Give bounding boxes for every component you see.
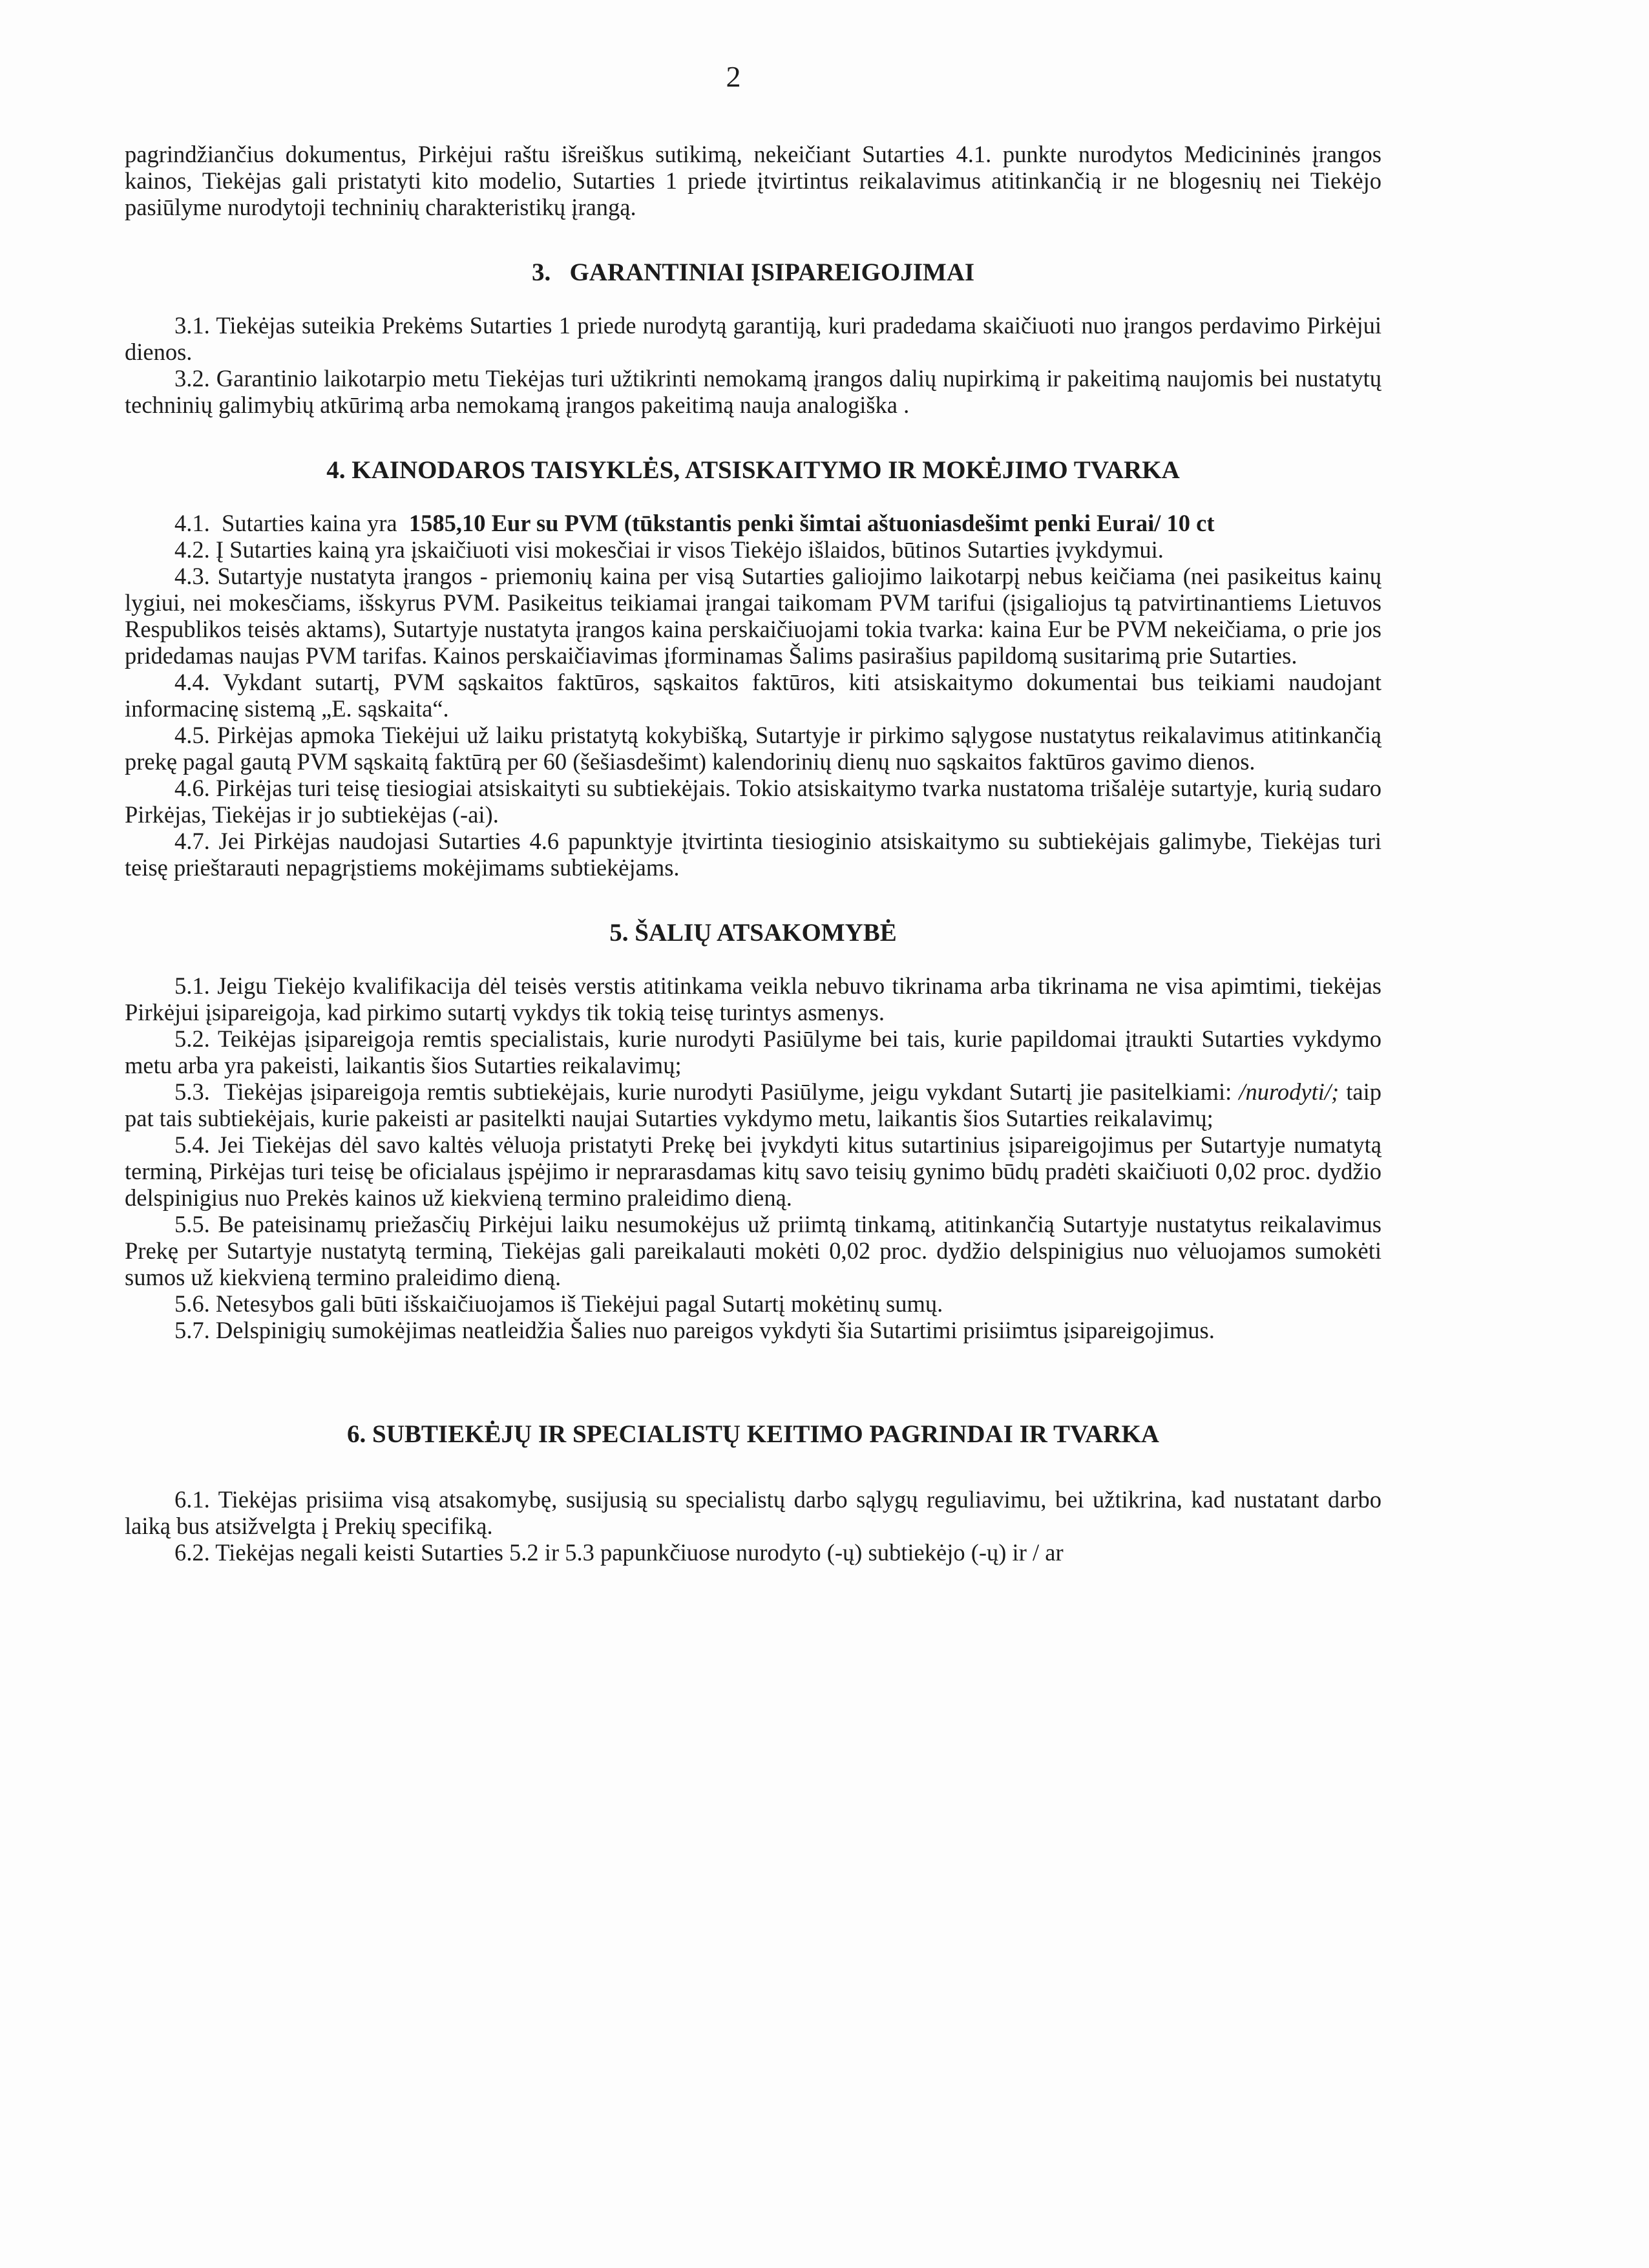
clause-5-3-text-a: 5.3. Tiekėjas įsipareigoja remtis subtiekėjais, kurie nurodyti Pasiūlyme, jeigu vykdant Sutartį jie pasitelkiami: (174, 1078, 1239, 1105)
clause-5-1: 5.1. Jeigu Tiekėjo kvalifikacija dėl teisės verstis atitinkama veikla nebuvo tikrinama arba tikrinama ne visa apimtimi, tiekėjas Pirkėjui įsipareigoja, kad pirkimo sutartį vykdys tik tokią teisę turintys asmenys. (125, 972, 1381, 1025)
clause-6-2: 6.2. Tiekėjas negali keisti Sutarties 5.2 ir 5.3 papunkčiuose nurodyto (-ų) subtiekėjo (-ų) ir / ar (174, 1539, 1064, 1566)
contract-price: 1585,10 Eur su PVM (tūkstantis penki šimtai aštuoniasdešimt penki Eurai/ 10 ct (408, 510, 1215, 536)
clause-5-3-text-b: taip pat tais subtiekėjais, kurie pakeisti ar pasitelkti naujai Sutarties vykdymo metu, laikantis šios Sutarties reikalavimų; (125, 1078, 1388, 1131)
clause-5-3-placeholder: /nurodyti/; (1239, 1078, 1339, 1105)
clause-5-7: 5.7. Delspinigių sumokėjimas neatleidžia Šalies nuo pareigos vykdyti šia Sutartimi prisiimtus įsipareigojimus. (174, 1317, 1215, 1343)
clause-5-5: 5.5. Be pateisinamų priežasčių Pirkėjui laiku nesumokėjus už priimtą tinkamą, atitinkančią Sutartyje nustatytus reikalavimus Prekę per Sutartyje nustatytą terminą, Tiekėjas gali pareikalauti mokėti 0,02 proc. dydžio delspinigius nuo vėluojamos sumokėti sumos už kiekvieną termino praleidimo dieną. (125, 1211, 1381, 1290)
section-6-heading: 6. SUBTIEKĖJŲ IR SPECIALISTŲ KEITIMO PAGRINDAI IR TVARKA (347, 1420, 1159, 1448)
spacer (125, 881, 1381, 919)
clause-5-3 (125, 1078, 1388, 1131)
clause-5-4: 5.4. Jei Tiekėjas dėl savo kaltės vėluoja pristatyti Prekę bei įvykdyti kitus sutartinius įsipareigojimus per Sutartyje numatytą terminą, Pirkėjas turi teisę be oficialaus įspėjimo ir neprarasdamas kitų savo teisių gynimo būdų pradėti skaičiuoti 0,02 proc. dydžio delspinigius nuo Prekės kainos už kiekvieną termino praleidimo dieną. (125, 1131, 1381, 1211)
clause-4-3: 4.3. Sutartyje nustatyta įrangos - priemonių kaina per visą Sutarties galiojimo laikotarpį nebus keičiama (nei pasikeitus kainų lygiui, nei mokesčiams, išskyrus PVM. Pasikeitus teikiamai įrangai taikomam PVM tarifui (įsigaliojus tą patvirtinantiems Lietuvos Respublikos teisės aktams), Sutartyje nustatyta įrangos kaina perskaičiuojami tokia tvarka: kaina Eur be PVM nekeičiama, o prie jos pridedamas naujas PVM tarifas. Kainos perskaičiavimas įforminamas Šalims pasirašius papildomą susitarimą prie Sutarties. (125, 563, 1381, 669)
section-3-heading: 3. GARANTINIAI ĮSIPAREIGOJIMAI (531, 258, 975, 286)
document-body (125, 141, 1388, 1566)
clause-4-7: 4.7. Jei Pirkėjas naudojasi Sutarties 4.6 papunktyje įtvirtinta tiesioginio atsiskaitymo su subtiekėjais galimybe, Tiekėjas turi teisę prieštarauti nepagrįstiems mokėjimams subtiekėjams. (125, 828, 1381, 881)
clause-5-2: 5.2. Teikėjas įsipareigoja remtis specialistais, kurie nurodyti Pasiūlyme bei tais, kurie papildomai įtraukti Sutarties vykdymo metu arba yra pakeisti, laikantis šios Sutarties reikalavimų; (125, 1025, 1381, 1078)
spacer (125, 220, 1381, 259)
clause-3-1: 3.1. Tiekėjas suteikia Prekėms Sutarties 1 priede nurodytą garantiją, kuri pradedama skaičiuoti nuo įrangos perdavimo Pirkėjui dienos. (125, 312, 1381, 365)
spacer (125, 1447, 1381, 1486)
section-4-heading: 4. KAINODAROS TAISYKLĖS, ATSISKAITYMO IR MOKĖJIMO TVARKA (326, 456, 1180, 484)
section-5-heading: 5. ŠALIŲ ATSAKOMYBĖ (609, 919, 897, 947)
page-number: 2 (726, 60, 741, 93)
clause-6-1: 6.1. Tiekėjas prisiima visą atsakomybę, susijusią su specialistų darbo sąlygų reguliavimu, bei užtikrina, kad nustatant darbo laiką bus atsižvelgta į Prekių specifiką. (125, 1486, 1381, 1539)
clause-4-4: 4.4. Vykdant sutartį, PVM sąskaitos faktūros, sąskaitos faktūros, kiti atsiskaitymo dokumentai bus teikiami naudojant informacinę sistemą „E. sąskaita“. (125, 669, 1381, 722)
clause-4-1 (125, 510, 1381, 536)
clause-4-5: 4.5. Pirkėjas apmoka Tiekėjui už laiku pristatytą kokybišką, Sutartyje ir pirkimo sąlygose nustatytus reikalavimus atitinkančią prekę pagal gautą PVM sąskaitą faktūrą per 60 (šešiasdešimt) kalendorinių dienų nuo sąskaitos faktūros gavimo dienos. (125, 722, 1381, 775)
clause-4-6: 4.6. Pirkėjas turi teisę tiesiogiai atsiskaityti su subtiekėjais. Tokio atsiskaitymo tvarka nustatoma trišalėje sutartyje, kurią sudaro Pirkėjas, Tiekėjas ir jo subtiekėjas (-ai). (125, 775, 1381, 828)
spacer (125, 946, 1381, 972)
spacer (125, 1343, 1381, 1421)
spacer (125, 483, 1381, 510)
clause-4-2: 4.2. Į Sutarties kainą yra įskaičiuoti visi mokesčiai ir visos Tiekėjo išlaidos, būtinos Sutarties įvykdymui. (174, 536, 1164, 563)
clause-5-6: 5.6. Netesybos gali būti išskaičiuojamos iš Tiekėjui pagal Sutartį mokėtinų sumų. (174, 1290, 943, 1317)
spacer (125, 286, 1381, 312)
clause-4-1-text: 4.1. Sutarties kaina yra (174, 510, 409, 536)
spacer (125, 418, 1381, 457)
clause-3-2: 3.2. Garantinio laikotarpio metu Tiekėjas turi užtikrinti nemokamą įrangos dalių nupirkimą ir pakeitimą naujomis bei nustatytų techninių galimybių atkūrimą arba nemokamą įrangos pakeitimą nauja analogiška . (125, 365, 1381, 418)
intro-paragraph: pagrindžiančius dokumentus, Pirkėjui raštu išreiškus sutikimą, nekeičiant Sutarties 4.1. punkte nurodytos Medicininės įrangos kainos, Tiekėjas gali pristatyti kito modelio, Sutarties 1 priede įtvirtintus reikalavimus atitinkančią ir ne blogesnių nei Tiekėjo pasiūlyme nurodytoji techninių charakteristikų įrangą. (125, 141, 1381, 220)
